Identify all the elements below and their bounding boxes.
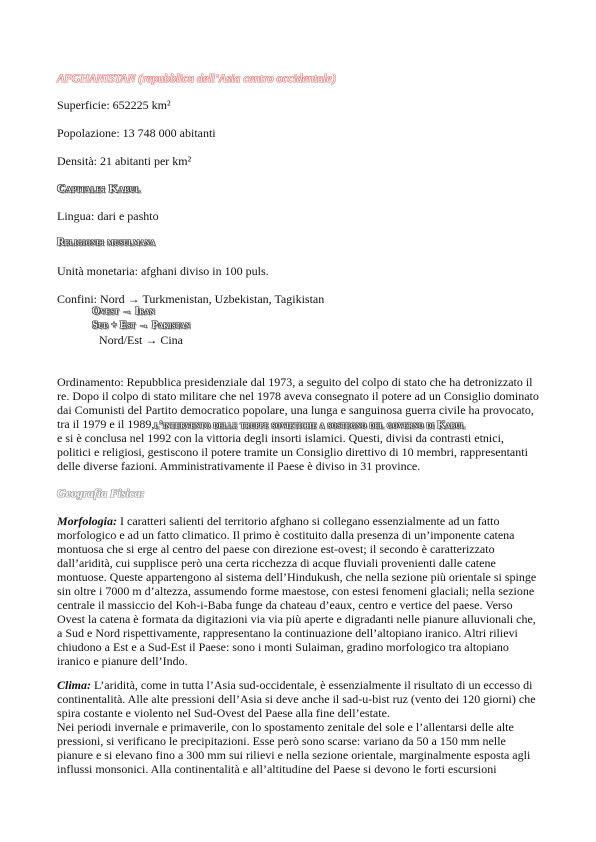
paragraph-line: pianure e si elevano fino a 300 mm sui rilievi e nella sezione orientale, marginalmente esposta agli: [57, 748, 531, 762]
fact-superficie: Superficie: 652225 km²: [57, 98, 171, 112]
paragraph-line: delle diverse fazioni. Amministrativamente il Paese è diviso in 31 province.: [57, 459, 421, 473]
paragraph-line: [57, 514, 543, 528]
paragraph-line: chiudono a Est e a Sud-Est il Paese: sono i monti Sulaiman, gradino morfologico tra altopiano: [57, 640, 509, 654]
confini-nord-est: Nord/Est → Cina: [99, 333, 183, 347]
paragraph-line: e si è conclusa nel 1992 con la vittoria degli insorti islamici. Questi, divisi da contrasti etnici,: [57, 431, 504, 445]
paragraph-line: influssi monsonici. Alla continentalità e all’altitudine del Paese si devono le forti escursioni: [57, 762, 497, 776]
paragraph-line: continentalità. Alle alte pressioni dell’Asia si deve anche il sad-u-bist ruz (vento dei 120 giorni) che: [57, 692, 536, 706]
paragraph-line: dall’aridità, cui supplisce però una certa ricchezza di acque fluviali provenienti dalle catene: [57, 556, 496, 570]
clima-paragraph: [57, 678, 543, 776]
paragraph-line: Ordinamento: Repubblica presidenziale dal 1973, a seguito del colpo di stato che ha detronizzato il: [57, 375, 533, 389]
paragraph-line: spira costante e violento nel Sud-Ovest del Paese alla fine dell’estate.: [57, 706, 390, 720]
ordinamento-highlight: l’intervento delle truppe sovietiche a sostegno del governo di Kabul: [154, 420, 466, 431]
clima-first-line: L’aridità, come in tutta l’Asia sud-occidentale, è essenzialmente il risultato di un eccesso di: [91, 678, 533, 692]
paragraph-line: a Sud e Nord rispettivamente, rappresentano la continuazione dell’altopiano iranico. Altri rilievi: [57, 626, 518, 640]
morfologia-label: Morfologia:: [57, 514, 117, 528]
confini-ovest: Ovest → Iran: [92, 306, 155, 317]
paragraph-line: montuose. Queste appartengono al sistema dell’Hindukush, che nella sezione più orientale si spinge: [57, 570, 537, 584]
paragraph-line: pressioni, si verificano le precipitazioni. Esse però sono scarse: variano da 50 a 150 mm nelle: [57, 734, 506, 748]
paragraph-line: sin oltre i 7000 m d’altezza, assumendo forme maestose, con estesi fenomeni glaciali; nella sezione: [57, 584, 535, 598]
clima-label: Clima:: [57, 678, 92, 692]
fact-capitale: Capitale: Kabul: [57, 181, 141, 195]
paragraph-line: montuosa che si erge al centro del paese con direzione est-ovest; il secondo è caratterizzato: [57, 542, 495, 556]
fact-moneta: Unità monetaria: afghani diviso in 100 puls.: [57, 264, 269, 278]
paragraph-line: Ovest la catena è formata da digitazioni via via più aperte e digradanti nelle pianure alluvionali che,: [57, 612, 536, 626]
paragraph-line: centrale il massiccio del Koh-i-Baba funge da chateau d’eaux, centro e vertice del paese. Verso: [57, 598, 513, 612]
geografia-heading: Geografia Fisica:: [57, 486, 145, 500]
morfologia-paragraph: [57, 514, 543, 668]
paragraph-line: politici e religiosi, gestiscono il potere tramite un Consiglio direttivo di 10 membri, rappresentanti: [57, 445, 528, 459]
paragraph-line: morfologico e ad un fatto climatico. Il primo è costituito dalla presenza di un’imponente catena: [57, 528, 515, 542]
confini-sud-est: Sud + Est → Pakistan: [92, 320, 191, 331]
document-title: AFGHANISTAN (repubblica dell’Asia centro occidentale): [57, 71, 336, 85]
fact-lingua: Lingua: dari e pashto: [57, 209, 159, 223]
fact-densita: Densità: 21 abitanti per km²: [57, 154, 192, 168]
paragraph-line: re. Dopo il colpo di stato militare che nel 1978 aveva consegnato il potere ad un Consiglio dominato: [57, 389, 539, 403]
paragraph-line: iranico e pianure dell’Indo.: [57, 654, 188, 668]
fact-religione: Religione: musulmana: [57, 237, 156, 248]
ordinamento-paragraph: [57, 375, 543, 473]
confini-nord: Confini: Nord → Turkmenistan, Uzbekistan, Tagikistan: [57, 292, 325, 306]
paragraph-line: [57, 417, 543, 431]
ordinamento-line4-prefix: tra il 1979 e il 1989,: [57, 417, 155, 431]
paragraph-line: Nei periodi invernale e primaverile, con lo spostamento zenitale del sole e l’allentarsi delle alte: [57, 720, 514, 734]
fact-popolazione: Popolazione: 13 748 000 abitanti: [57, 126, 216, 140]
paragraph-line: [57, 678, 543, 692]
morfologia-first-line: I caratteri salienti del territorio afghano si collegano essenzialmente ad un fatto: [117, 514, 500, 528]
paragraph-line: dai Comunisti del Partito democratico popolare, una lunga e sanguinosa guerra civile ha provocato,: [57, 403, 534, 417]
